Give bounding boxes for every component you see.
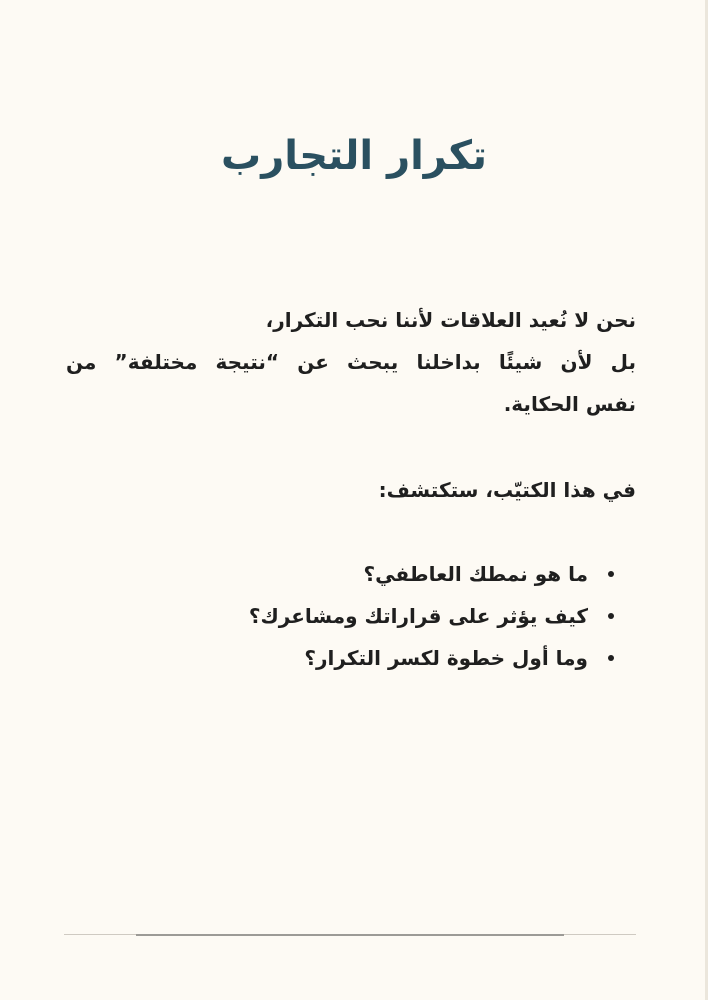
paragraph-line-1: نحن لا نُعيد العلاقات لأننا نحب التكرار، (265, 308, 636, 332)
paragraph-line-3: نفس الحكاية. (503, 392, 636, 416)
bullet-icon (608, 655, 614, 661)
bullet-icon (608, 613, 614, 619)
bullet-icon (608, 571, 614, 577)
list-item (66, 637, 618, 679)
list-intro: في هذا الكتيّب، ستكتشف: (378, 478, 636, 502)
footer-divider-accent (136, 934, 564, 936)
list-item-text: كيف يؤثر على قراراتك ومشاعرك؟ (248, 604, 588, 628)
list-item-text: ما هو نمطك العاطفي؟ (363, 562, 588, 586)
list-item (66, 553, 618, 595)
page-title: تكرار التجارب (221, 133, 487, 179)
intro-paragraph (66, 299, 636, 425)
list-item (66, 595, 618, 637)
list-item-text: وما أول خطوة لكسر التكرار؟ (304, 646, 588, 670)
bullet-list (66, 553, 618, 679)
paragraph-line-2: بل لأن شيئًا بداخلنا يبحث عن “نتيجة مختلفة” من (66, 350, 636, 374)
